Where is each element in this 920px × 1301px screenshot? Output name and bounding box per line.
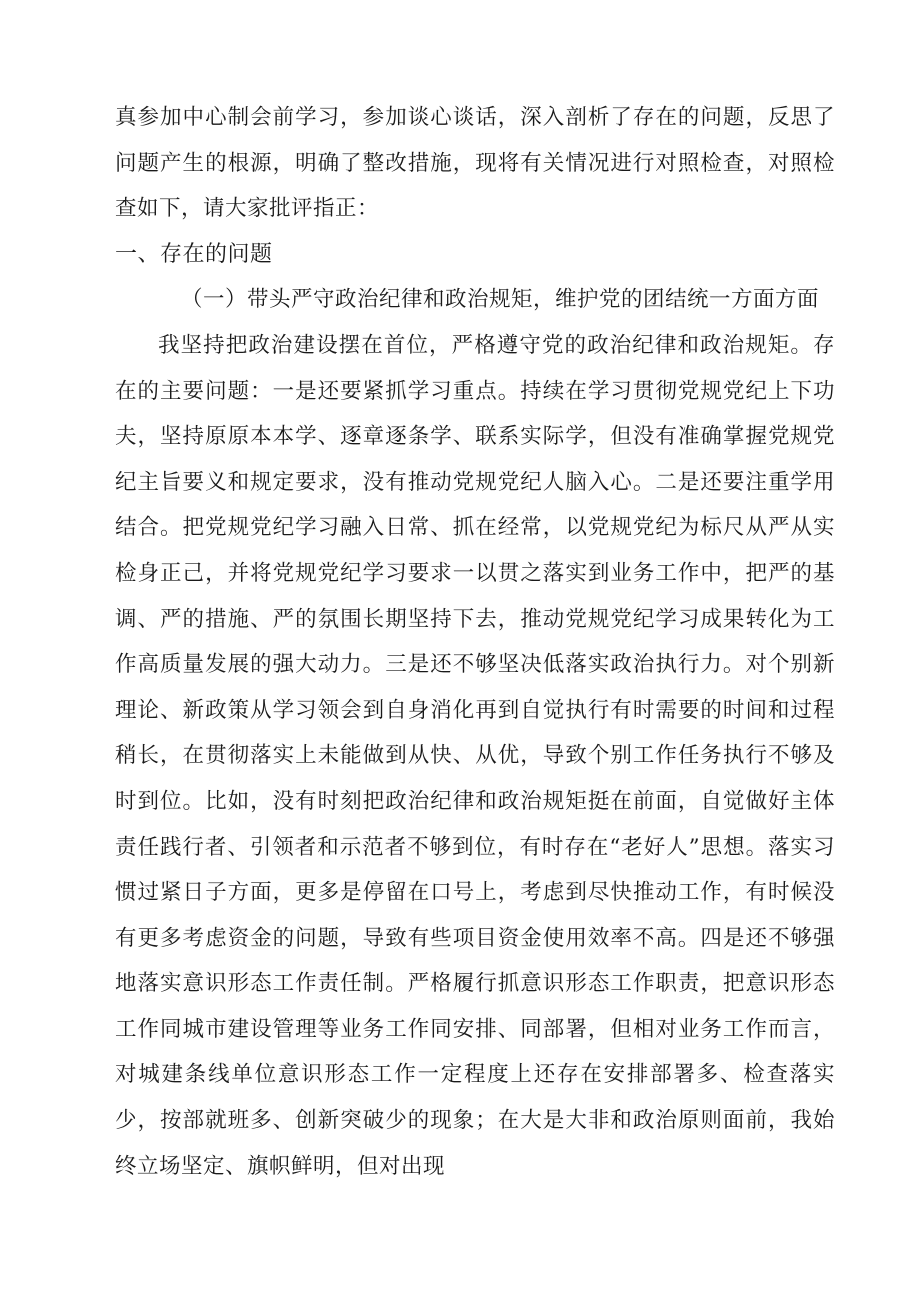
subsection-heading: （一）带头严守政治纪律和政治规矩，维护党的团结统一方面方面 [181, 287, 820, 313]
intro-paragraph: 真参加中心制会前学习，参加谈心谈话，深入剖析了存在的问题，反思了问题产生的根源，明确了整改措施，现将有关情况进行对照检查，对照检查如下，请大家批评指正： [115, 105, 835, 222]
section-heading: 一、存在的问题 [115, 241, 273, 267]
body-paragraph: 我坚持把政治建设摆在首位，严格遵守党的政治纪律和政治规矩。存在的主要问题：一是还要紧抓学习重点。持续在学习贯彻党规党纪上下功夫，坚持原原本本学、逐章逐条学、联系实际学，但没有准确掌握党规党纪主旨要义和规定要求，没有推动党规党纪人脑入心。二是还要注重学用结合。把党规党纪学习融入日常、抓在经常，以党规党纪为标尺从严从实检身正己，并将党规党纪学习要求一以贯之落实到业务工作中，把严的基调、严的措施、严的氛围长期坚持下去，推动党规党纪学习成果转化为工作高质量发展的强大动力。三是还不够坚决低落实政治执行力。对个别新理论、新政策从学习领会到自身消化再到自觉执行有时需要的时间和过程稍长，在贯彻落实上未能做到从快、从优，导致个别工作任务执行不够及时到位。比如，没有时刻把政治纪律和政治规矩挺在前面，自觉做好主体责任践行者、引领者和示范者不够到位，有时存在“老好人”思想。落实习惯过紧日子方面，更多是停留在口号上，考虑到尽快推动工作，有时候没有更多考虑资金的问题，导致有些项目资金使用效率不高。四是还不够强地落实意识形态工作责任制。严格履行抓意识形态工作职责，把意识形态工作同城市建设管理等业务工作同安排、同部署，但相对业务工作而言，对城建条线单位意识形态工作一定程度上还存在安排部署多、检查落实少，按部就班多、创新突破少的现象；在大是大非和政治原则面前，我始终立场坚定、旗帜鲜明，但对出现 [115, 332, 835, 1179]
document-body [115, 95, 835, 1189]
